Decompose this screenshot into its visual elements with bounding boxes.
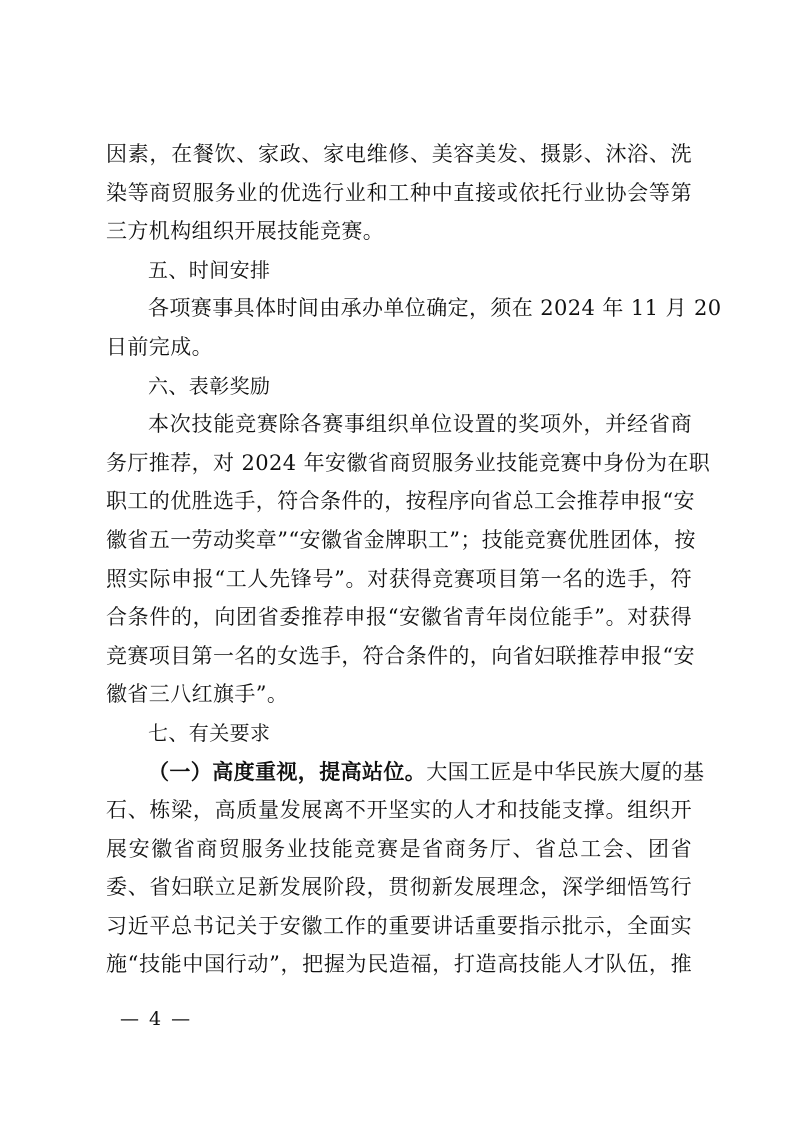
text-line: 三方机构组织开展技能竞赛。 bbox=[106, 219, 385, 244]
section-heading-requirements: 七、有关要求 bbox=[148, 720, 271, 745]
text-line: 施“技能中国行动”，把握为民造福，打造高技能人才队伍，推 bbox=[106, 952, 692, 977]
text-line: 习近平总书记关于安徽工作的重要讲话重要指示批示，全面实 bbox=[106, 913, 692, 938]
section-heading-time-schedule: 五、时间安排 bbox=[148, 257, 271, 282]
text-line: 各项赛事具体时间由承办单位确定，须在 2024 年 11 月 20 bbox=[148, 296, 722, 321]
document-body bbox=[106, 135, 722, 984]
subsection-lead: （一）高度重视，提高站位。 bbox=[148, 758, 427, 784]
text-line: 因素，在餐饮、家政、家电维修、美容美发、摄影、沐浴、洗 bbox=[106, 142, 692, 166]
section-heading-awards: 六、表彰奖励 bbox=[148, 373, 271, 398]
text-line: 职工的优胜选手，符合条件的，按程序向省总工会推荐申报“安 bbox=[106, 489, 695, 514]
subsection-first-line bbox=[106, 753, 705, 792]
text-line: 徽省三八红旗手”。 bbox=[106, 682, 289, 707]
text-line: 染等商贸服务业的优选行业和工种中直接或依托行业协会等第 bbox=[106, 180, 692, 205]
text-line: 委、省妇联立足新发展阶段，贯彻新发展理念，深学细悟笃行 bbox=[106, 875, 692, 900]
page-number: — 4 — bbox=[120, 1008, 193, 1030]
text-line: 石、栋梁，高质量发展离不开坚实的人才和技能支撑。组织开 bbox=[106, 798, 692, 823]
subsection-text: 大国工匠是中华民族大厦的基 bbox=[426, 759, 705, 784]
text-line: 合条件的，向团省委推荐申报“安徽省青年岗位能手”。对获得 bbox=[106, 605, 692, 630]
text-line: 务厅推荐，对 2024 年安徽省商贸服务业技能竞赛中身份为在职 bbox=[106, 450, 711, 475]
text-line: 徽省五一劳动奖章”“安徽省金牌职工”；技能竞赛优胜团体，按 bbox=[106, 527, 696, 552]
text-line: 照实际申报“工人先锋号”。对获得竞赛项目第一名的选手，符 bbox=[106, 566, 692, 591]
text-line: 展安徽省商贸服务业技能竞赛是省商务厅、省总工会、团省 bbox=[106, 836, 692, 861]
text-line: 竞赛项目第一名的女选手，符合条件的，向省妇联推荐申报“安 bbox=[106, 643, 695, 668]
text-line: 本次技能竞赛除各赛事组织单位设置的奖项外，并经省商 bbox=[148, 412, 692, 437]
text-line: 日前完成。 bbox=[106, 334, 213, 359]
